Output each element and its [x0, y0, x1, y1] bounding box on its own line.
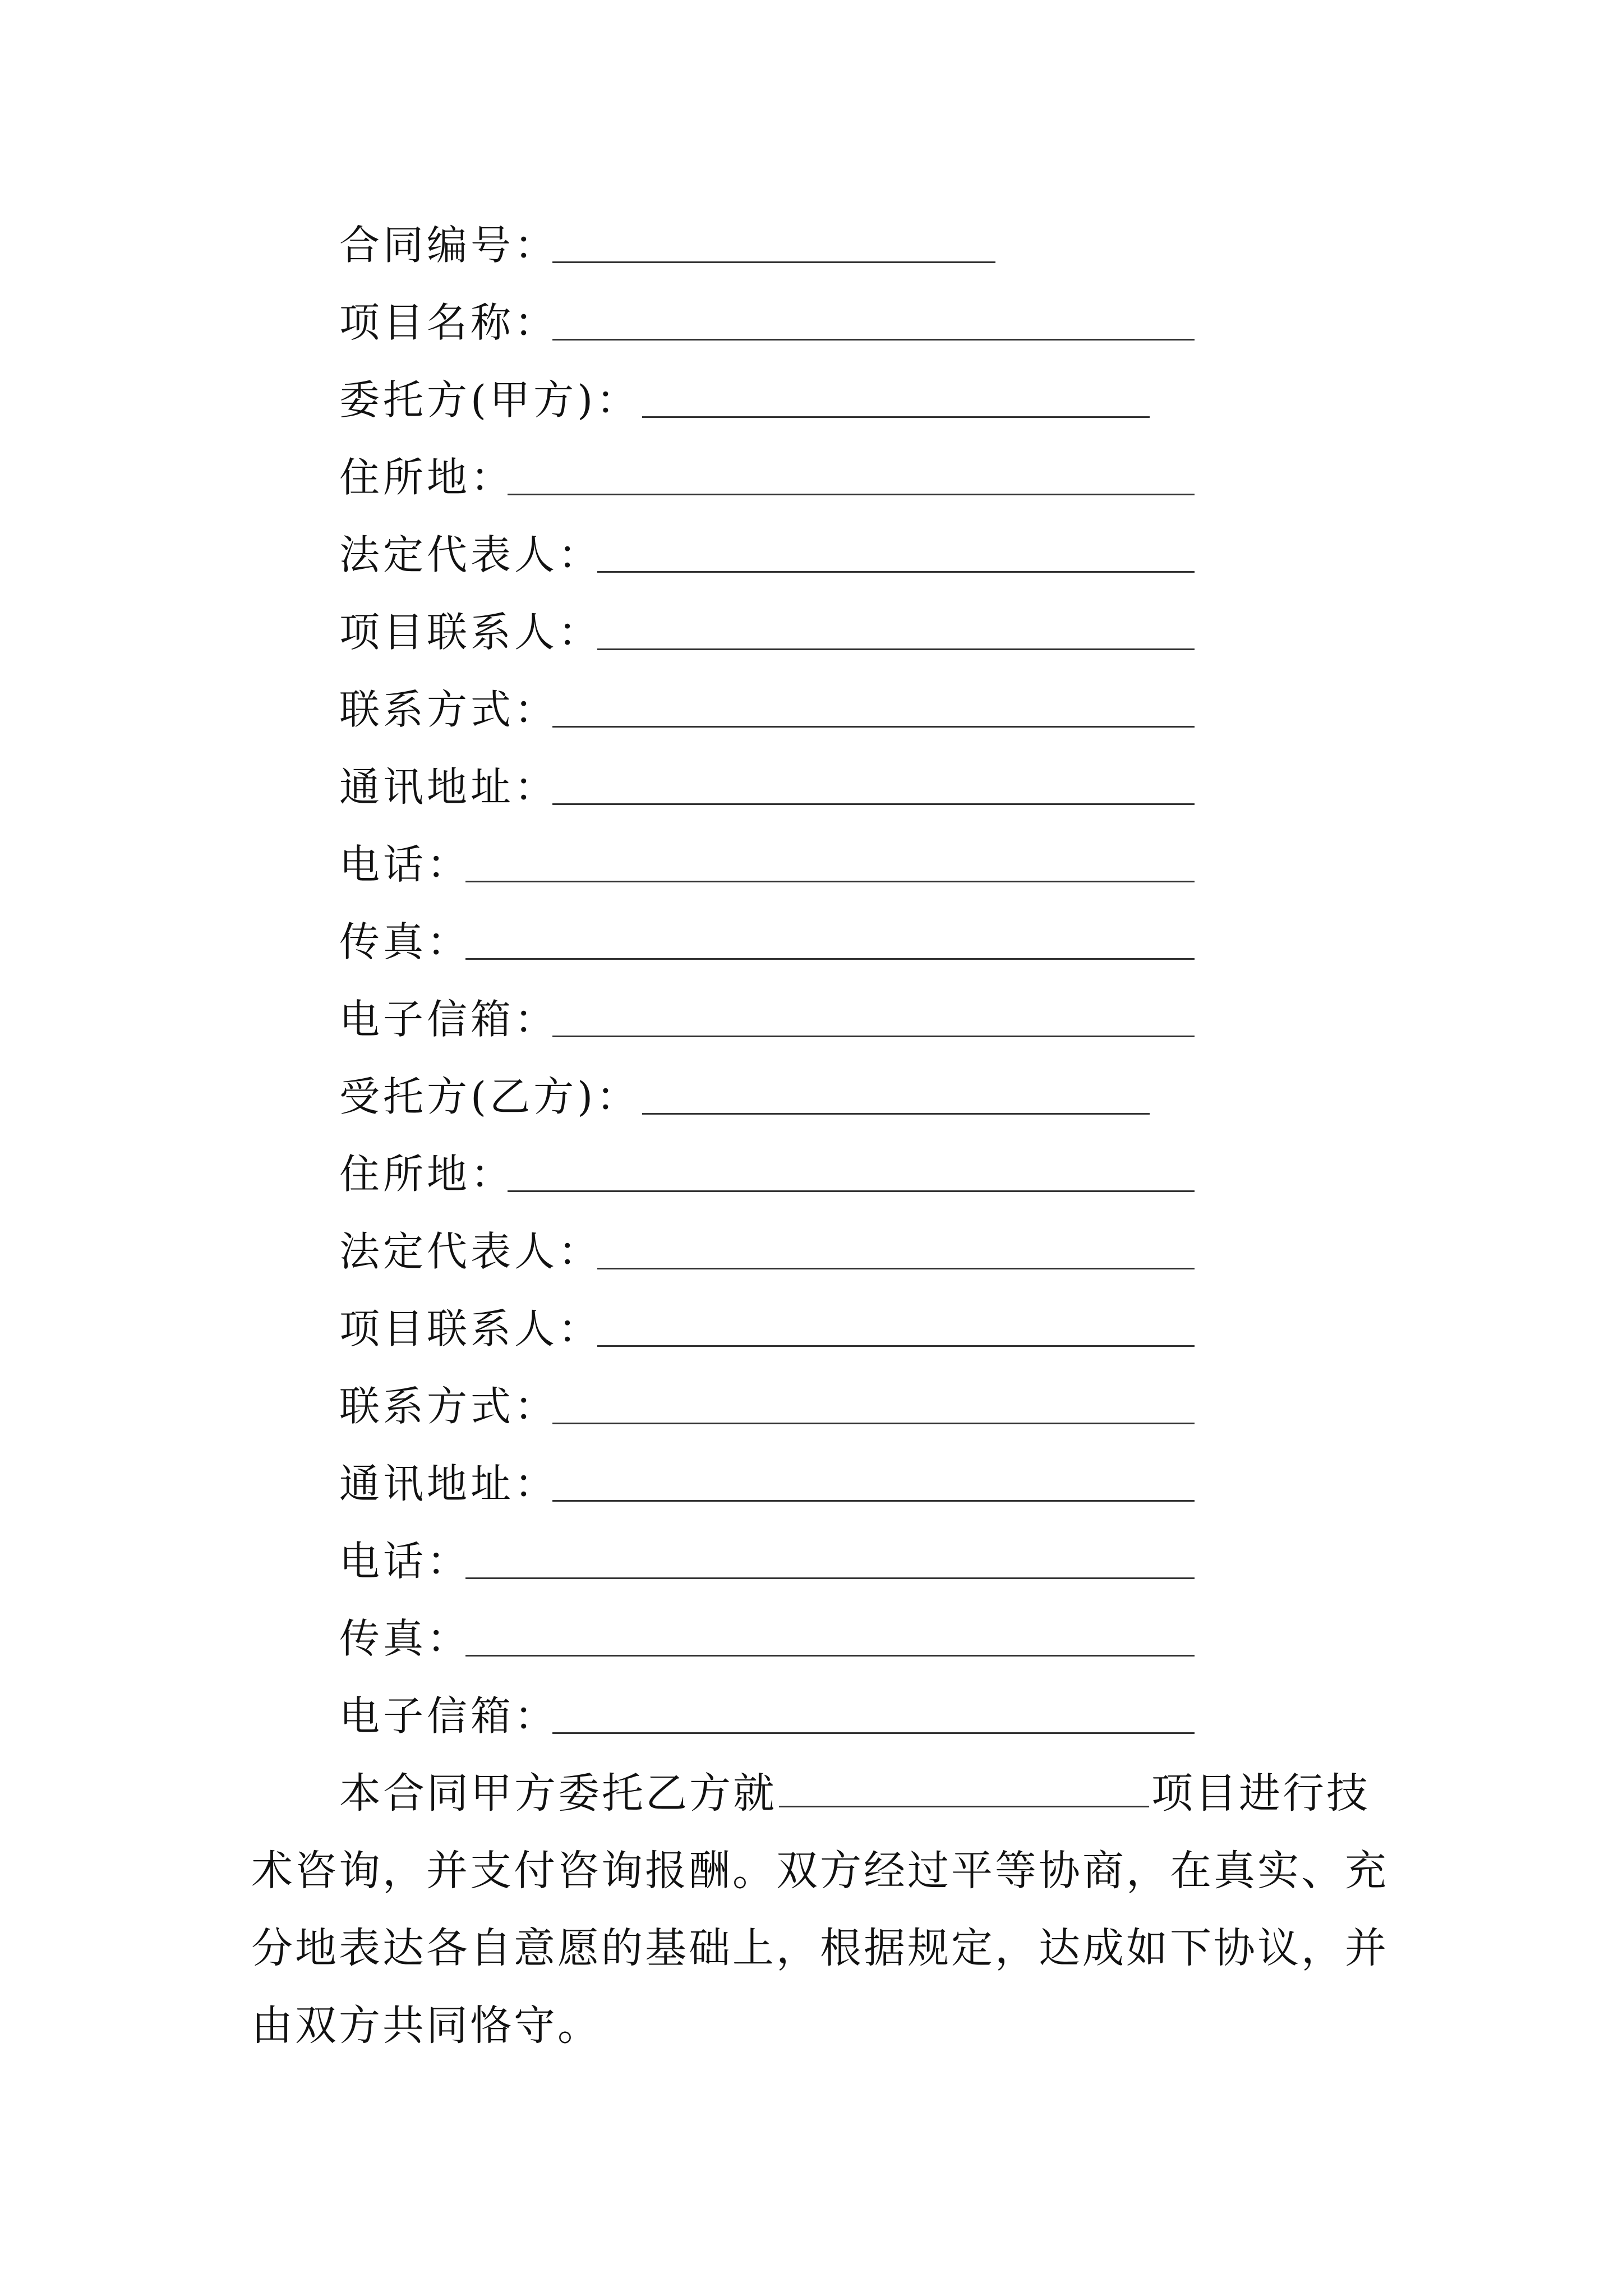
party-a-phone-field	[339, 826, 471, 903]
party-b-contact-person-blank[interactable]	[597, 1345, 1195, 1347]
party-a-legal-rep-blank[interactable]	[597, 571, 1195, 573]
party-b-contact-method-label: 联系方式：	[339, 1383, 559, 1430]
party-a-phone-blank[interactable]	[465, 881, 1195, 882]
party-a-contact-method-label: 联系方式：	[339, 686, 559, 733]
party-a-fax-field	[339, 903, 471, 981]
party-b-mailing-address-field	[339, 1445, 558, 1522]
party-a-legal-rep-label: 法定代表人：	[339, 531, 602, 578]
party-a-mailing-address-field	[339, 748, 558, 826]
party-a-fax-blank[interactable]	[465, 958, 1195, 960]
party-a-address-blank[interactable]	[508, 494, 1195, 495]
party-b-address-blank[interactable]	[508, 1190, 1195, 1192]
party-b-phone-field	[339, 1522, 471, 1600]
party-b-mailing-address-label: 通讯地址：	[339, 1460, 559, 1507]
party-a-mailing-address-label: 通讯地址：	[339, 763, 559, 811]
party-b-phone-blank[interactable]	[465, 1577, 1195, 1579]
contract-number-blank[interactable]	[552, 261, 995, 263]
party-b-contact-person-field	[339, 1290, 602, 1368]
paragraph-line-2: 术咨询，并支付咨询报酬。双方经过平等协商，在真实、充	[251, 1847, 1389, 1895]
party-a-contact-method-blank[interactable]	[552, 726, 1195, 728]
party-b-legal-rep-label: 法定代表人：	[339, 1228, 602, 1275]
party-a-email-blank[interactable]	[552, 1036, 1195, 1037]
party-b-legal-rep-field	[339, 1213, 602, 1290]
contract-number-label: 合同编号：	[339, 222, 559, 269]
party-a-contact-person-label: 项目联系人：	[339, 609, 602, 656]
party-b-fax-field	[339, 1600, 471, 1677]
party-b-address-label: 住所地：	[339, 1151, 515, 1198]
party-b-email-label: 电子信箱：	[339, 1692, 559, 1740]
party-a-mailing-address-blank[interactable]	[552, 803, 1195, 805]
party-b-address-field	[339, 1135, 514, 1213]
party-a-email-field	[339, 981, 558, 1058]
party-b-email-field	[339, 1677, 558, 1755]
party-a-contact-person-blank[interactable]	[597, 648, 1195, 650]
party-b-contact-person-label: 项目联系人：	[339, 1305, 602, 1352]
party-a-contact-method-field	[339, 671, 558, 748]
agreement-paragraph	[251, 1755, 1395, 2064]
party-a-label: 委托方(甲方)：	[339, 376, 640, 424]
party-a-legal-rep-field	[339, 516, 602, 593]
paragraph-line-4: 由双方共同恪守。	[251, 2001, 601, 2050]
party-b-blank[interactable]	[642, 1113, 1150, 1115]
party-b-label: 受托方(乙方)：	[339, 1073, 640, 1120]
party-a-phone-label: 电话：	[339, 841, 471, 888]
party-b-email-blank[interactable]	[552, 1732, 1195, 1734]
paragraph-line-1-after: 项目进行技	[1151, 1769, 1370, 1818]
party-a-blank[interactable]	[642, 416, 1150, 418]
paragraph-line-3: 分地表达各自意愿的基础上，根据规定，达成如下协议，并	[251, 1924, 1389, 1972]
party-a-field	[339, 361, 640, 439]
party-b-phone-label: 电话：	[339, 1538, 471, 1585]
party-b-field	[339, 1058, 640, 1135]
project-inline-blank[interactable]	[779, 1766, 1149, 1807]
project-name-label: 项目名称：	[339, 299, 559, 346]
paragraph-line-1	[251, 1755, 1395, 1832]
party-b-mailing-address-blank[interactable]	[552, 1500, 1195, 1502]
project-name-field	[339, 284, 558, 361]
paragraph-line-1-before: 本合同甲方委托乙方就	[339, 1769, 777, 1818]
party-b-fax-blank[interactable]	[465, 1655, 1195, 1657]
party-a-address-field	[339, 439, 514, 516]
party-a-fax-label: 传真：	[339, 918, 471, 965]
party-a-address-label: 住所地：	[339, 454, 515, 501]
party-b-legal-rep-blank[interactable]	[597, 1268, 1195, 1269]
party-a-contact-person-field	[339, 593, 602, 671]
contract-number-field	[339, 206, 558, 284]
party-b-fax-label: 传真：	[339, 1615, 471, 1662]
project-name-blank[interactable]	[552, 339, 1195, 341]
party-b-contact-method-blank[interactable]	[552, 1423, 1195, 1424]
party-b-contact-method-field	[339, 1368, 558, 1445]
party-a-email-label: 电子信箱：	[339, 996, 559, 1043]
